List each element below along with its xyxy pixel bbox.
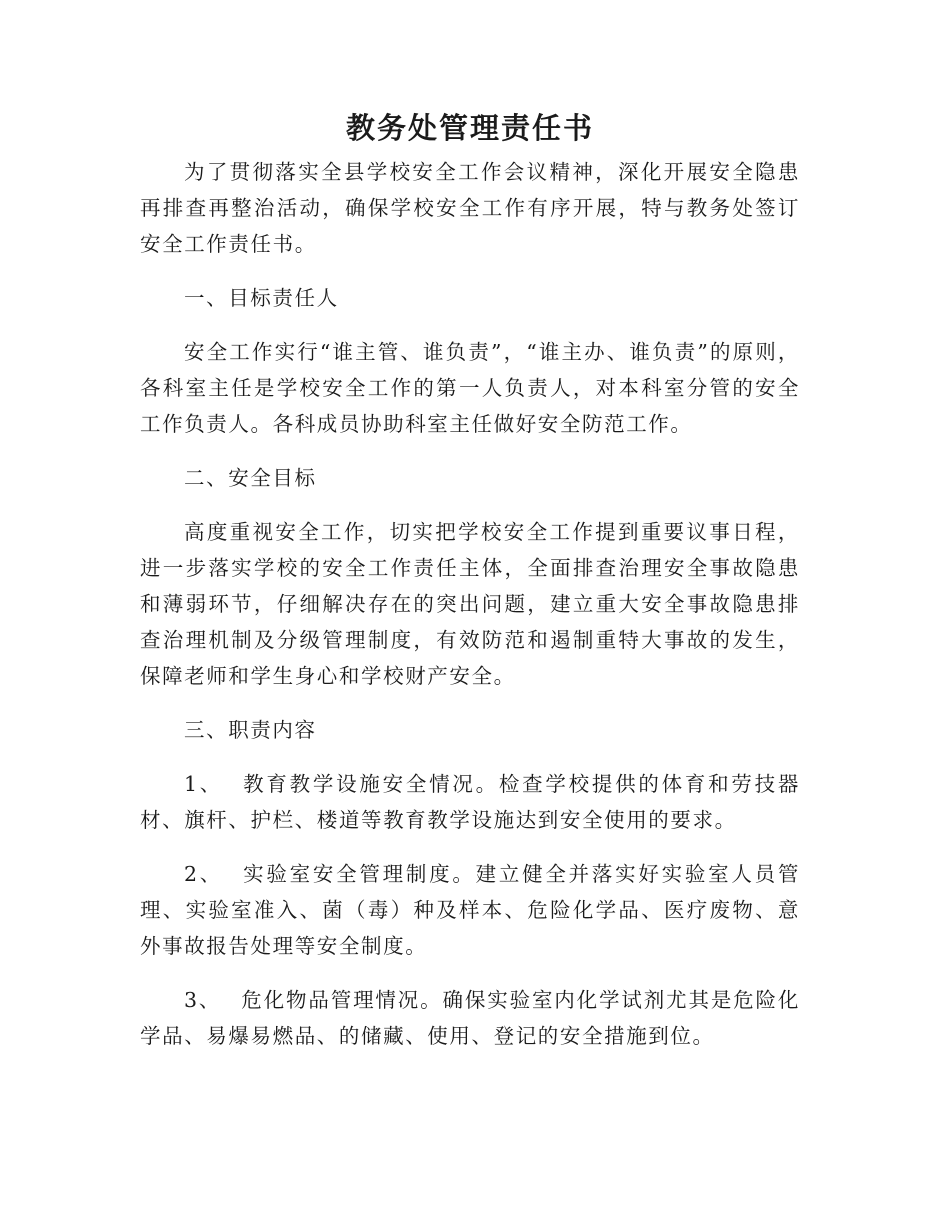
duty-item-number: 3、 xyxy=(184,988,222,1012)
section-1-body: 安全工作实行“谁主管、谁负责”，“谁主办、谁负责”的原则，各科室主任是学校安全工作的第一人负责人，对本科室分管的安全工作负责人。各科成员协助科室主任做好安全防范工作。 xyxy=(140,340,800,436)
duty-item-text: 教育教学设施安全情况。检查学校提供的体育和劳技器材、旗杆、护栏、楼道等教育教学设施达到安全使用的要求。 xyxy=(140,772,800,832)
section-3-heading: 三、职责内容 xyxy=(184,718,317,742)
duty-item-1 xyxy=(140,766,800,838)
duty-item-text: 危化物品管理情况。确保实验室内化学试剂尤其是危险化学品、易爆易燃品、的储藏、使用、登记的安全措施到位。 xyxy=(140,988,800,1048)
intro-paragraph: 为了贯彻落实全县学校安全工作会议精神，深化开展安全隐患再排查再整治活动，确保学校安全工作有序开展，特与教务处签订安全工作责任书。 xyxy=(140,160,800,256)
section-1-heading: 一、目标责任人 xyxy=(184,286,339,310)
duty-item-3 xyxy=(140,982,800,1054)
document-title: 教务处管理责任书 xyxy=(345,111,594,145)
duty-item-text: 实验室安全管理制度。建立健全并落实好实验室人员管理、实验室准入、菌（毒）种及样本、危险化学品、医疗废物、意外事故报告处理等安全制度。 xyxy=(140,862,800,958)
duty-item-number: 1、 xyxy=(184,772,224,796)
document-page xyxy=(140,108,800,1072)
section-2-body: 高度重视安全工作，切实把学校安全工作提到重要议事日程，进一步落实学校的安全工作责任主体，全面排查治理安全事故隐患和薄弱环节，仔细解决存在的突出问题，建立重大安全事故隐患排查治理机制及分级管理制度，有效防范和遏制重特大事故的发生，保障老师和学生身心和学校财产安全。 xyxy=(140,520,800,688)
duty-item-number: 2、 xyxy=(184,862,224,886)
section-2-heading: 二、安全目标 xyxy=(184,466,317,490)
duty-item-2 xyxy=(140,856,800,964)
